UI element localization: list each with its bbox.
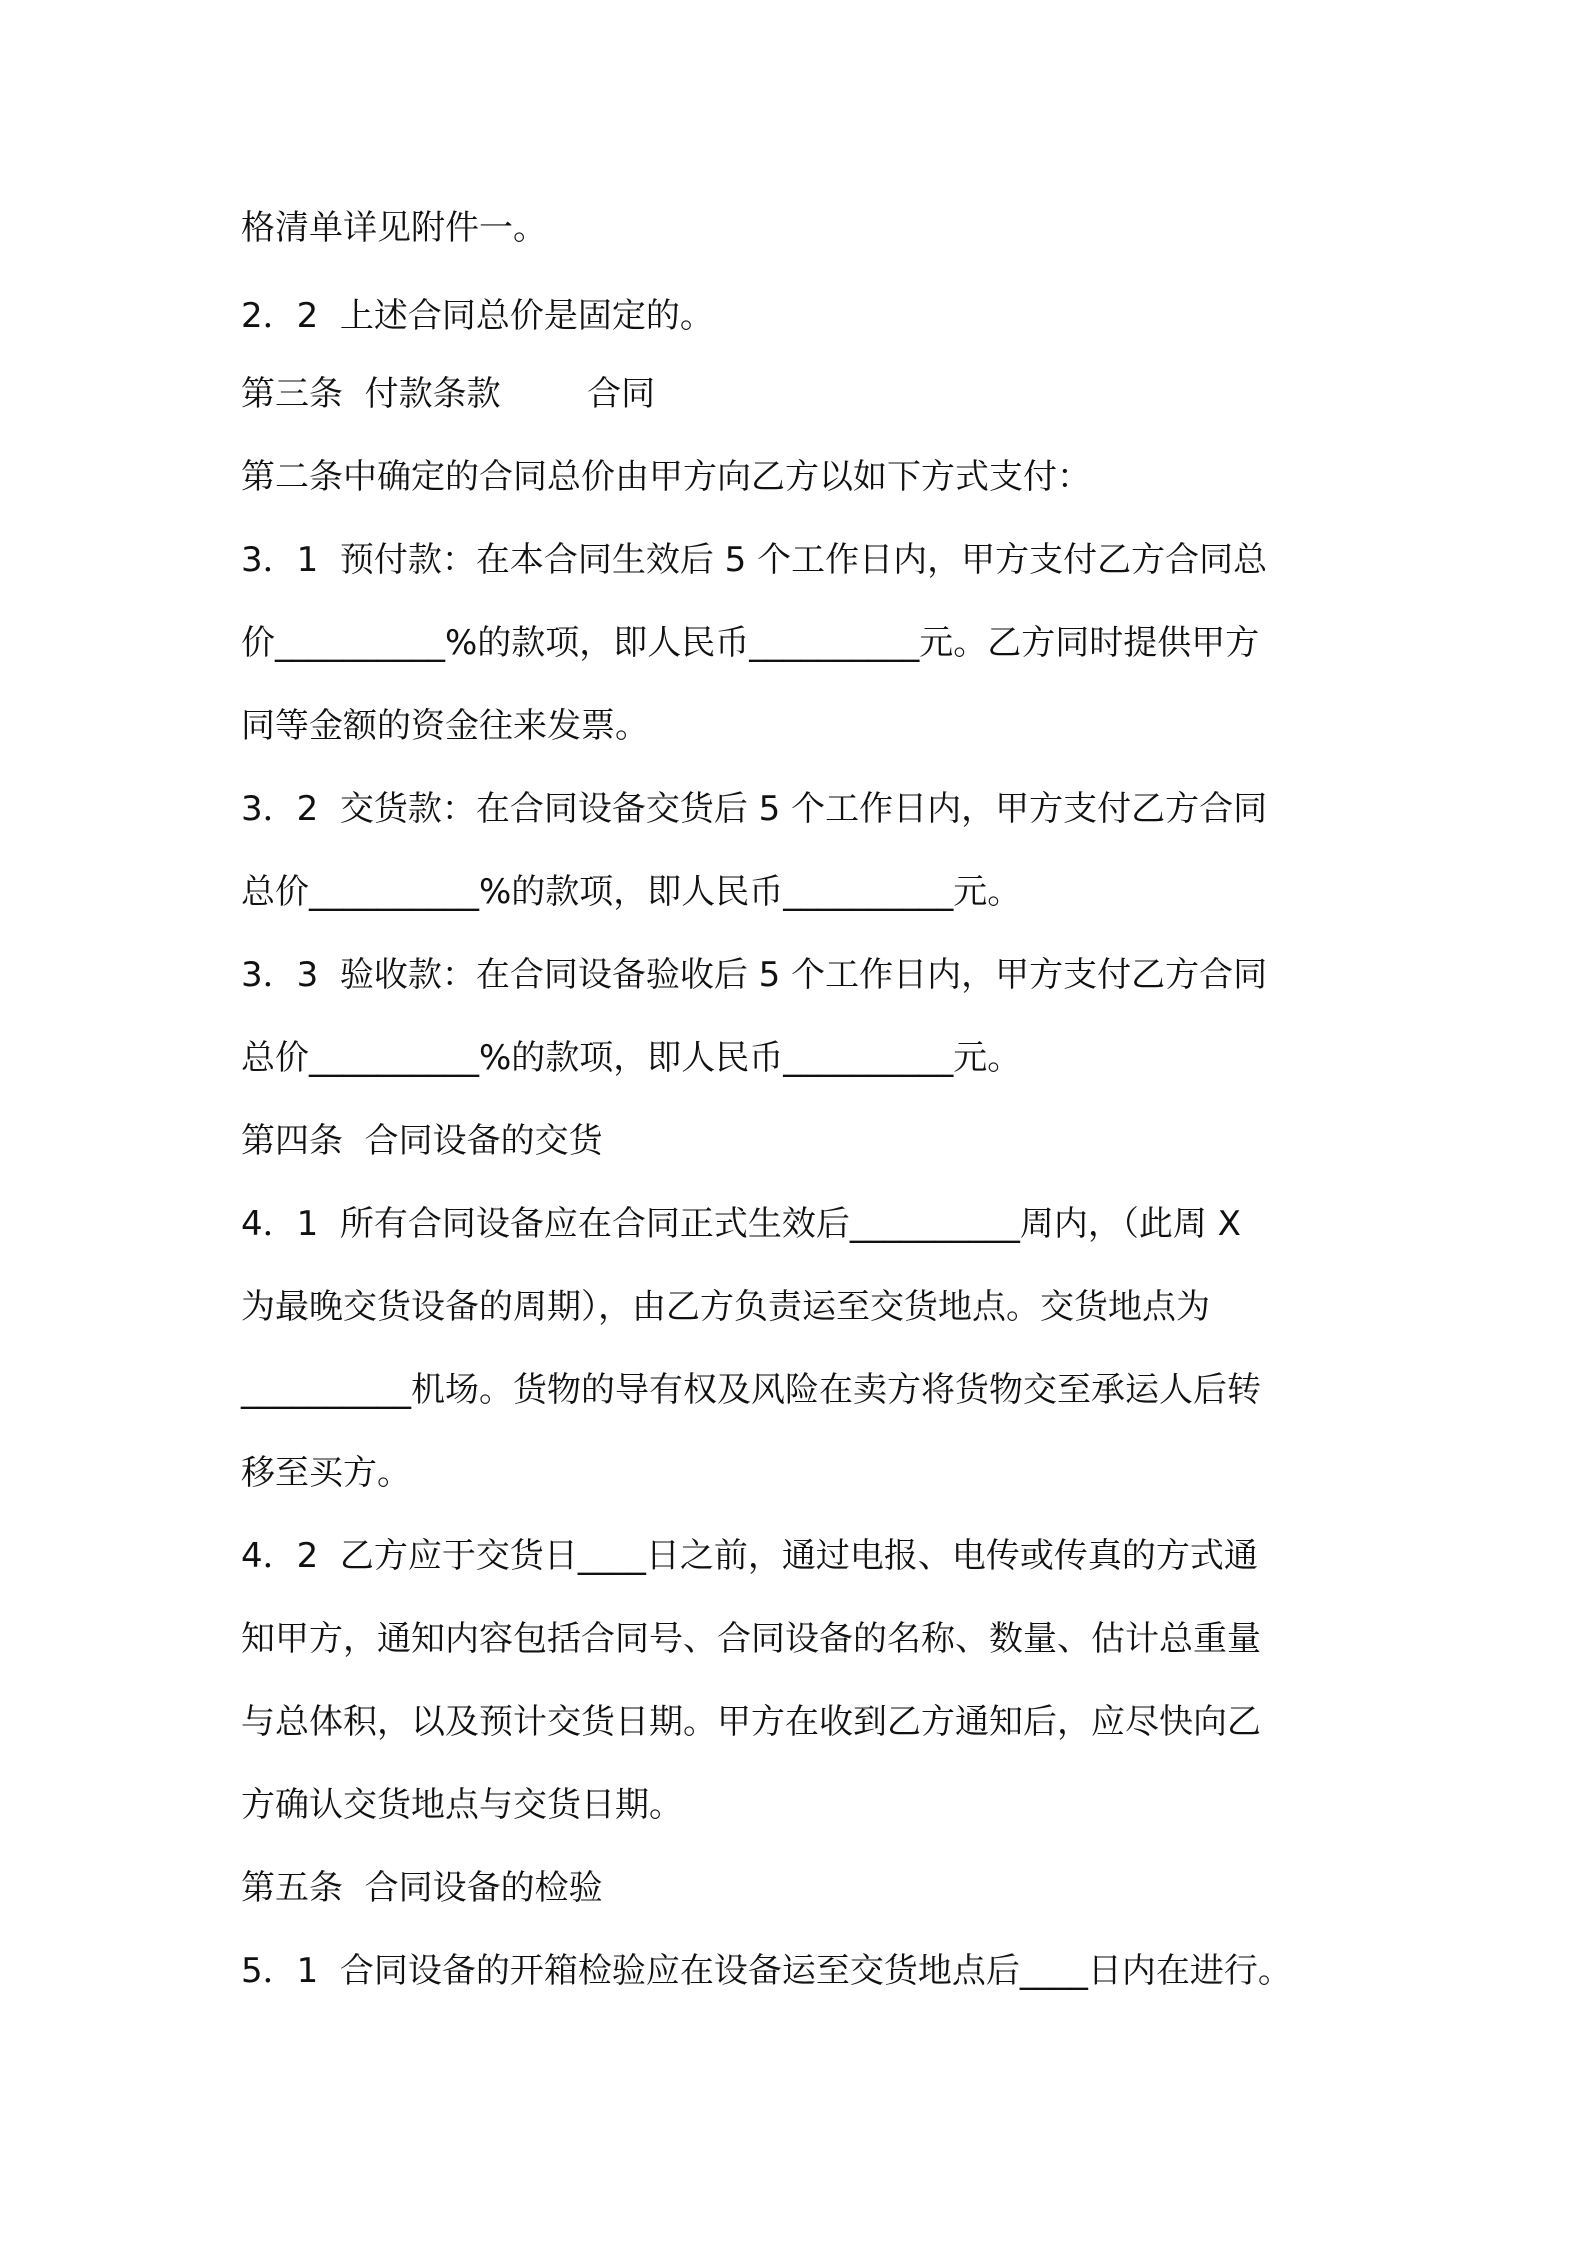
text-line-11: 总价__________%的款项，即人民币__________元。 [241, 1038, 1022, 1078]
section-heading-4: 第四条 合同设备的交货 [241, 1121, 603, 1161]
text-line-18: 知甲方，通知内容包括合同号、合同设备的名称、数量、估计总重量 [241, 1619, 1261, 1659]
text-line-9: 总价__________%的款项，即人民币__________元。 [241, 872, 1022, 912]
text-line-4: 第二条中确定的合同总价由甲方向乙方以如下方式支付： [241, 457, 1091, 497]
text-line-7: 同等金额的资金往来发票。 [241, 706, 649, 746]
text-line-2: 2．2 上述合同总价是固定的。 [241, 296, 714, 336]
section-heading-5: 第五条 合同设备的检验 [241, 1868, 603, 1908]
text-line-13: 4．1 所有合同设备应在合同正式生效后__________周内，（此周 X [241, 1204, 1241, 1244]
text-line-8: 3．2 交货款：在合同设备交货后 5 个工作日内，甲方支付乙方合同 [241, 789, 1268, 829]
text-line-17: 4．2 乙方应于交货日____日之前，通过电报、电传或传真的方式通 [241, 1536, 1258, 1576]
text-line-19: 与总体积，以及预计交货日期。甲方在收到乙方通知后，应尽快向乙 [241, 1702, 1261, 1742]
text-line-5: 3．1 预付款：在本合同生效后 5 个工作日内，甲方支付乙方合同总 [241, 540, 1268, 580]
text-line-10: 3．3 验收款：在合同设备验收后 5 个工作日内，甲方支付乙方合同 [241, 955, 1268, 995]
text-line-15: __________机场。货物的导有权及风险在卖方将货物交至承运人后转 [241, 1370, 1261, 1410]
text-line-22: 5．1 合同设备的开箱检验应在设备运至交货地点后____日内在进行。 [241, 1951, 1292, 1991]
text-line-1: 格清单详见附件一。 [241, 208, 547, 248]
text-line-20: 方确认交货地点与交货日期。 [241, 1785, 683, 1825]
section-heading-3: 第三条 付款条款 合同 [241, 374, 656, 414]
text-line-16: 移至买方。 [241, 1453, 411, 1493]
text-line-14: 为最晚交货设备的周期），由乙方负责运至交货地点。交货地点为 [241, 1287, 1210, 1327]
text-line-6: 价__________%的款项，即人民币__________元。乙方同时提供甲方 [241, 623, 1260, 663]
